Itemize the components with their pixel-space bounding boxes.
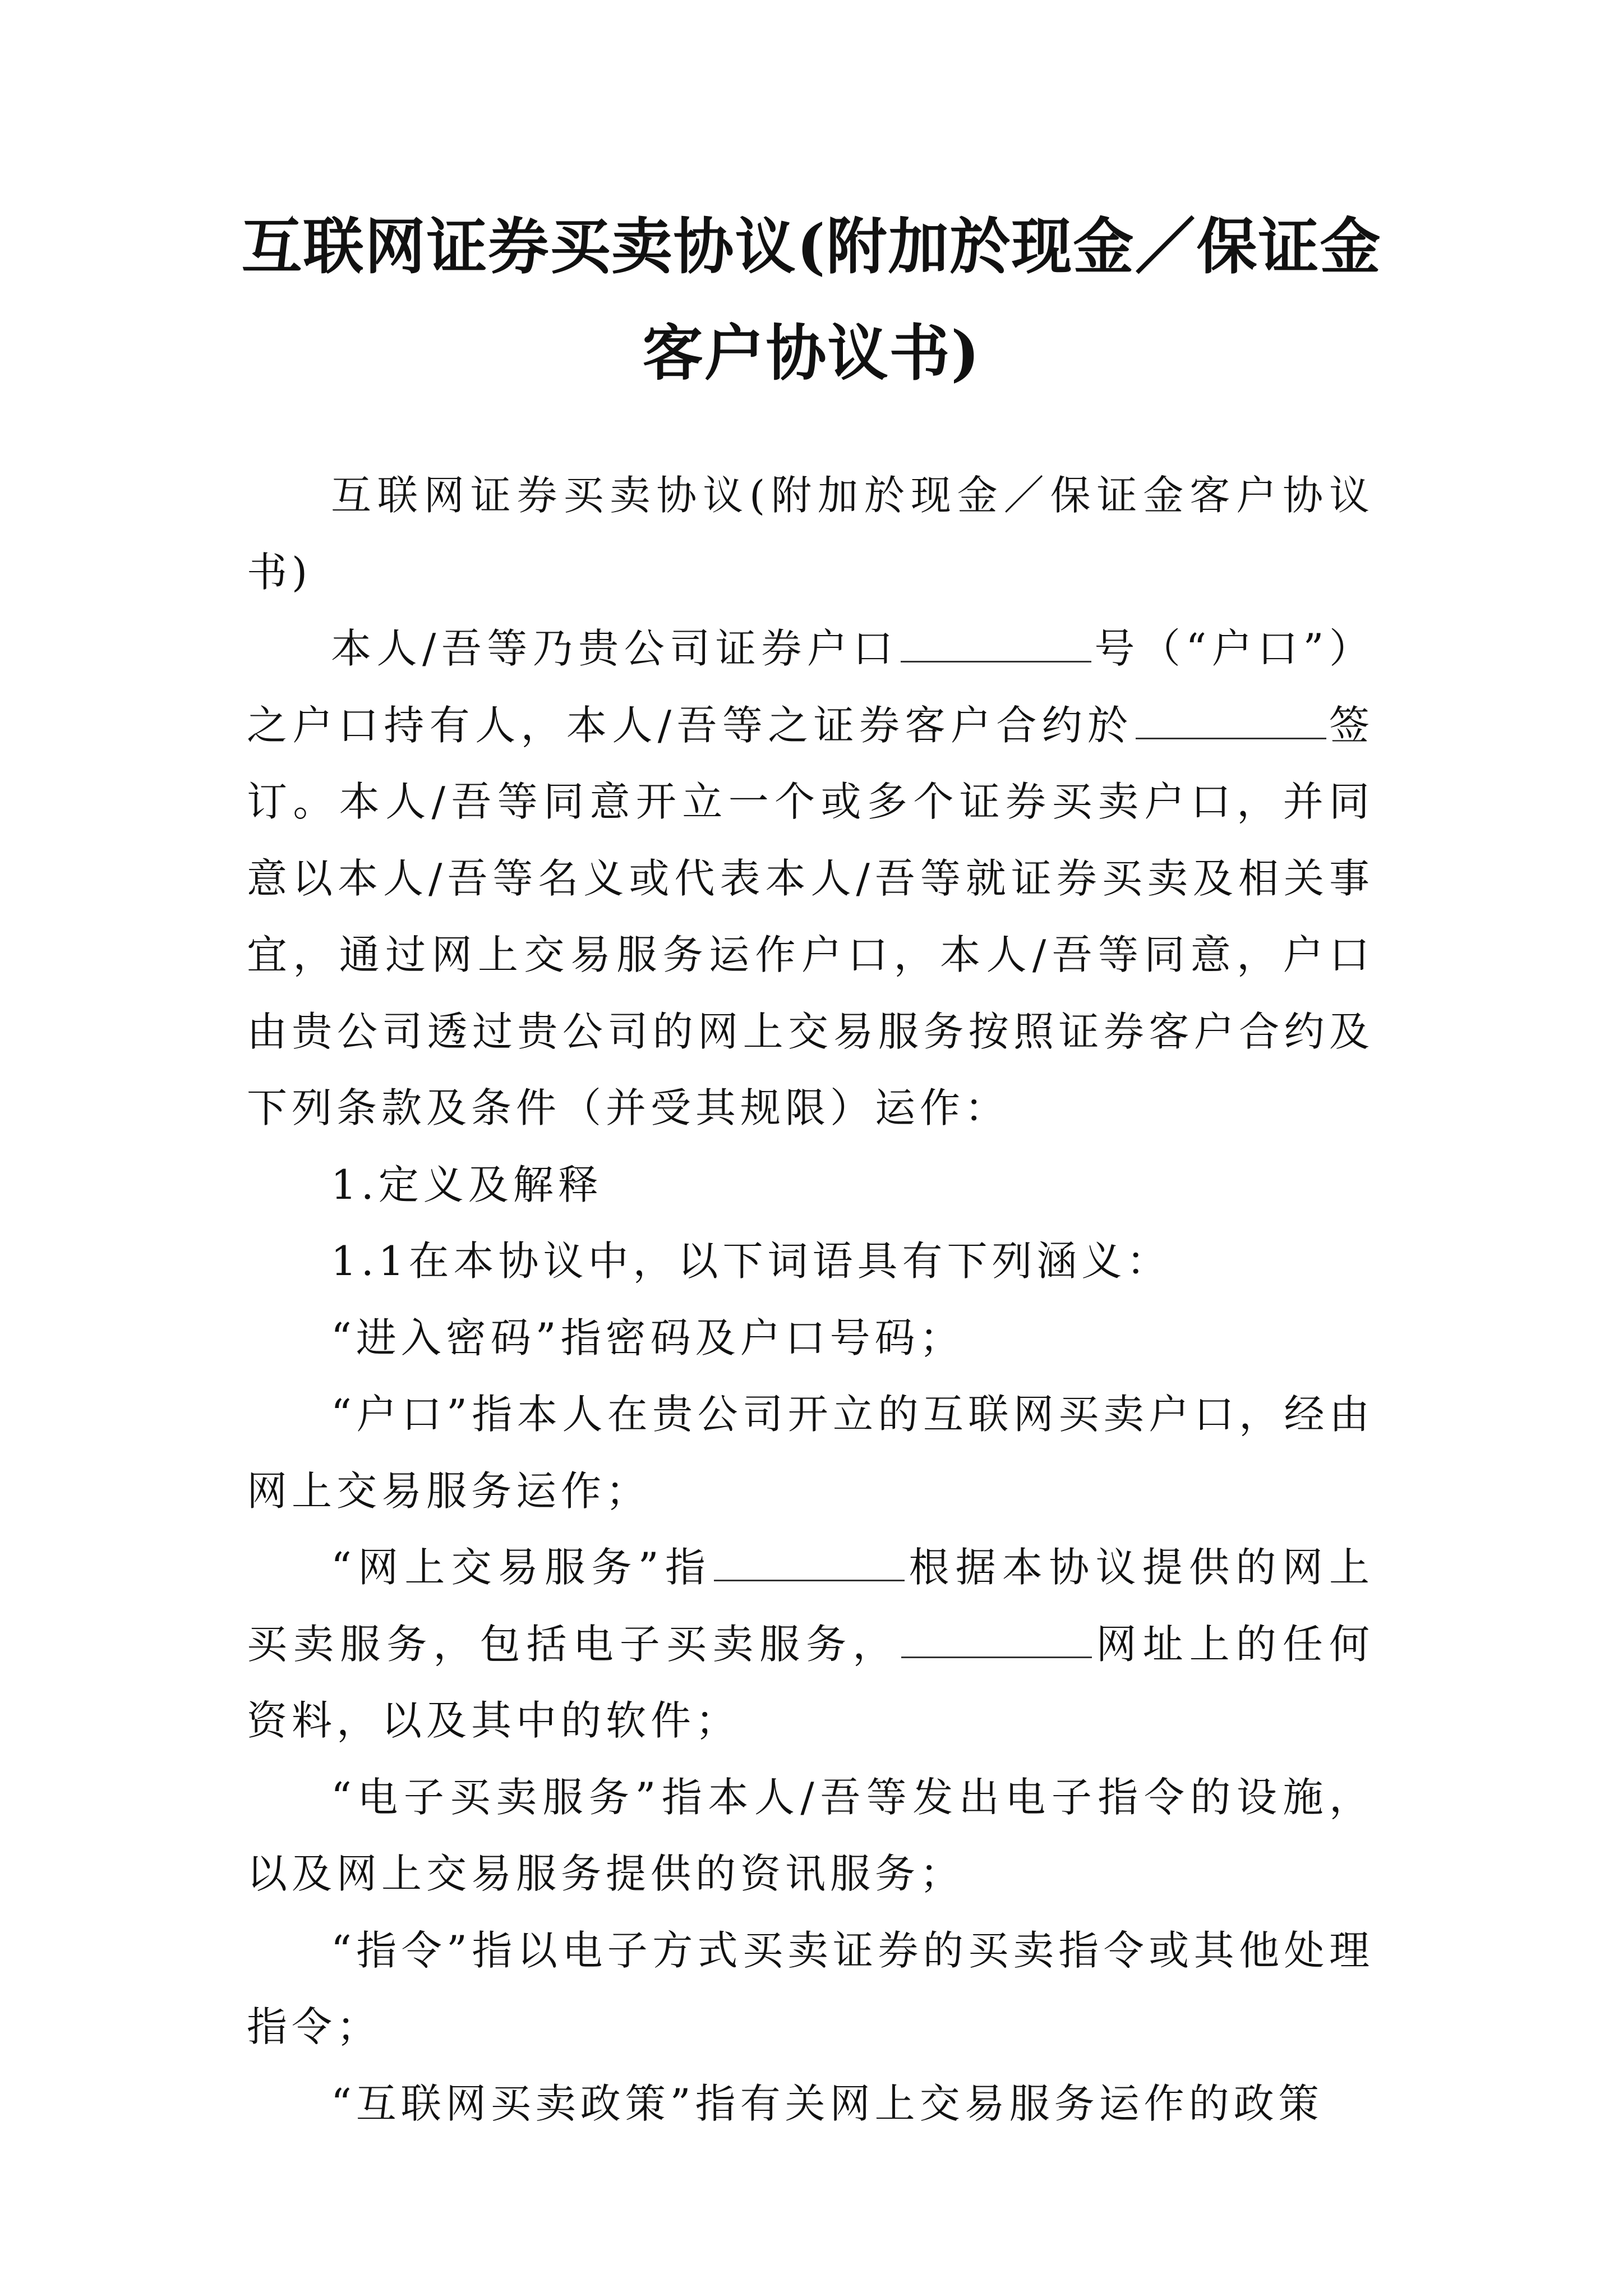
- definition-instruction: “指令”指以电子方式买卖证券的买卖指令或其他处理指令；: [247, 1926, 1374, 2050]
- title-line-2: 客户协议书): [642, 318, 981, 389]
- signing-date-blank: [1136, 704, 1326, 739]
- paragraph-undertaking: 本人/吾等乃贵公司证券户口 号（“户口”）之户口持有人，本人/吾等之证券客户合约於 签订。本人/吾等同意开立一个或多个证券买卖户口，并同意以本人/吾等名义或代表本人/吾等就证券买卖及相关事宜，通过网上交易服务运作户口，本人/吾等同意，户口由贵公司透过贵公司的网上交易服务按照证券客户合约及下列条款及条件（并受其规限）运作：: [247, 625, 1374, 1131]
- definition-internet-policy: “互联网买卖政策”指有关网上交易服务运作的政策: [331, 2079, 1324, 2127]
- section-1-1: 1.1在本协议中，以下词语具有下列涵义：: [331, 1237, 1172, 1285]
- section-1-heading: 1.定义及解释: [331, 1161, 603, 1208]
- paragraph-intro: 互联网证券买卖协议(附加於现金／保证金客户协议书): [247, 472, 1374, 596]
- title-line-1: 互联网证券买卖协议(附加於现金／保证金: [241, 211, 1382, 282]
- website-blank: [901, 1623, 1092, 1658]
- document-title: [213, 194, 1410, 407]
- definition-electronic-trading: “电子买卖服务”指本人/吾等发出电子指令的设施，以及网上交易服务提供的资讯服务；: [247, 1773, 1374, 1897]
- definition-account: “户口”指本人在贵公司开立的互联网买卖户口，经由网上交易服务运作；: [247, 1391, 1374, 1515]
- document-body: [247, 457, 1374, 2142]
- provider-name-blank: [714, 1546, 905, 1581]
- definition-password: “进入密码”指密码及户口号码；: [331, 1314, 965, 1361]
- definition-online-trading: “网上交易服务”指 根据本协议提供的网上买卖服务，包括电子买卖服务， 网址上的任何资料，以及其中的软件；: [247, 1544, 1374, 1744]
- account-number-blank: [901, 627, 1091, 662]
